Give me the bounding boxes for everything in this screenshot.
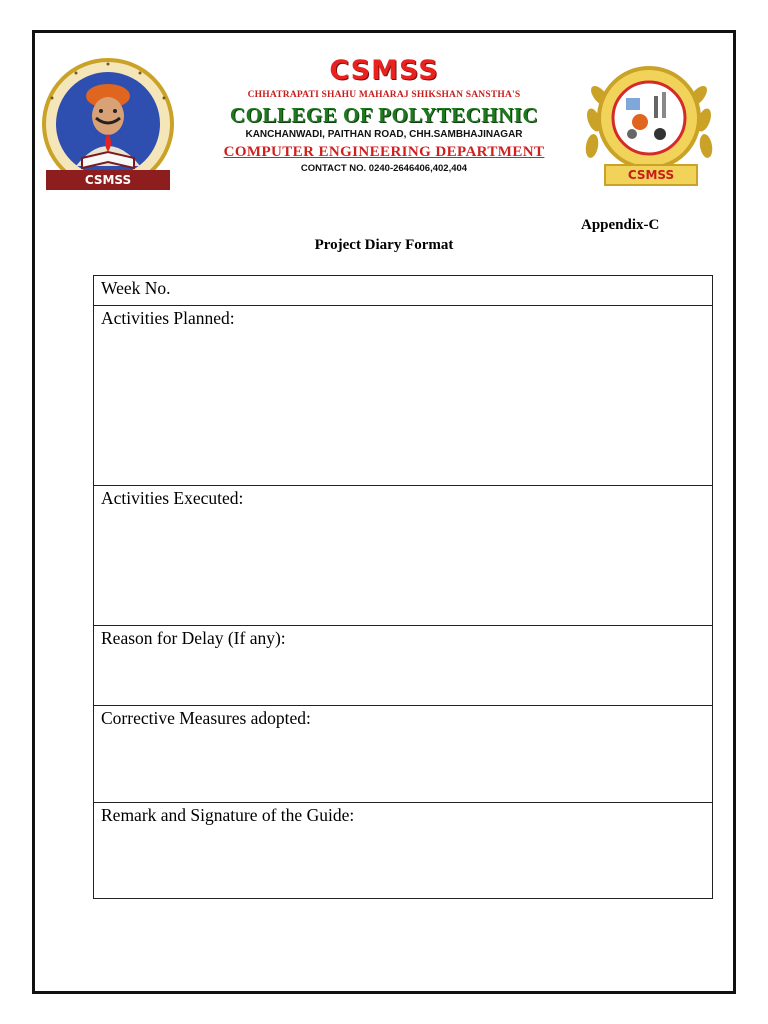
college-address: KANCHANWADI, PAITHAN ROAD, CHH.SAMBHAJINAGAR xyxy=(245,129,523,140)
society-name: CHHATRAPATI SHAHU MAHARAJ SHIKSHAN SANSTHA'S xyxy=(247,90,521,100)
corrective-measures-field[interactable] xyxy=(94,706,713,803)
field-label: Week No. xyxy=(101,278,171,298)
field-label: Reason for Delay (If any): xyxy=(101,628,286,648)
field-label: Remark and Signature of the Guide: xyxy=(101,805,355,825)
form-title: Project Diary Format xyxy=(314,237,454,253)
field-label: Corrective Measures adopted: xyxy=(101,708,311,728)
table-row xyxy=(94,306,713,486)
table-row xyxy=(94,626,713,706)
field-label: Activities Executed: xyxy=(101,488,244,508)
left-logo-banner: CSMSS xyxy=(46,170,170,190)
table-row xyxy=(94,276,713,306)
right-logo-banner: CSMSS xyxy=(604,164,698,186)
college-name: COLLEGE OF POLYTECHNIC xyxy=(229,103,539,127)
brand-name: CSMSS xyxy=(329,55,439,86)
csmss-society-logo xyxy=(36,56,180,206)
activities-planned-field[interactable] xyxy=(94,306,713,486)
contact-number: CONTACT NO. 0240-2646406,402,404 xyxy=(300,163,468,174)
project-diary-table xyxy=(93,275,713,899)
appendix-label: Appendix-C xyxy=(581,217,660,233)
letterhead xyxy=(200,54,568,176)
week-no-field[interactable] xyxy=(94,276,713,306)
guide-remark-signature-field[interactable] xyxy=(94,803,713,899)
field-label: Activities Planned: xyxy=(101,308,235,328)
reason-for-delay-field[interactable] xyxy=(94,626,713,706)
activities-executed-field[interactable] xyxy=(94,486,713,626)
college-emblem-logo xyxy=(578,60,720,200)
table-row xyxy=(94,486,713,626)
department-name: COMPUTER ENGINEERING DEPARTMENT xyxy=(223,144,545,160)
table-row xyxy=(94,803,713,899)
table-row xyxy=(94,706,713,803)
